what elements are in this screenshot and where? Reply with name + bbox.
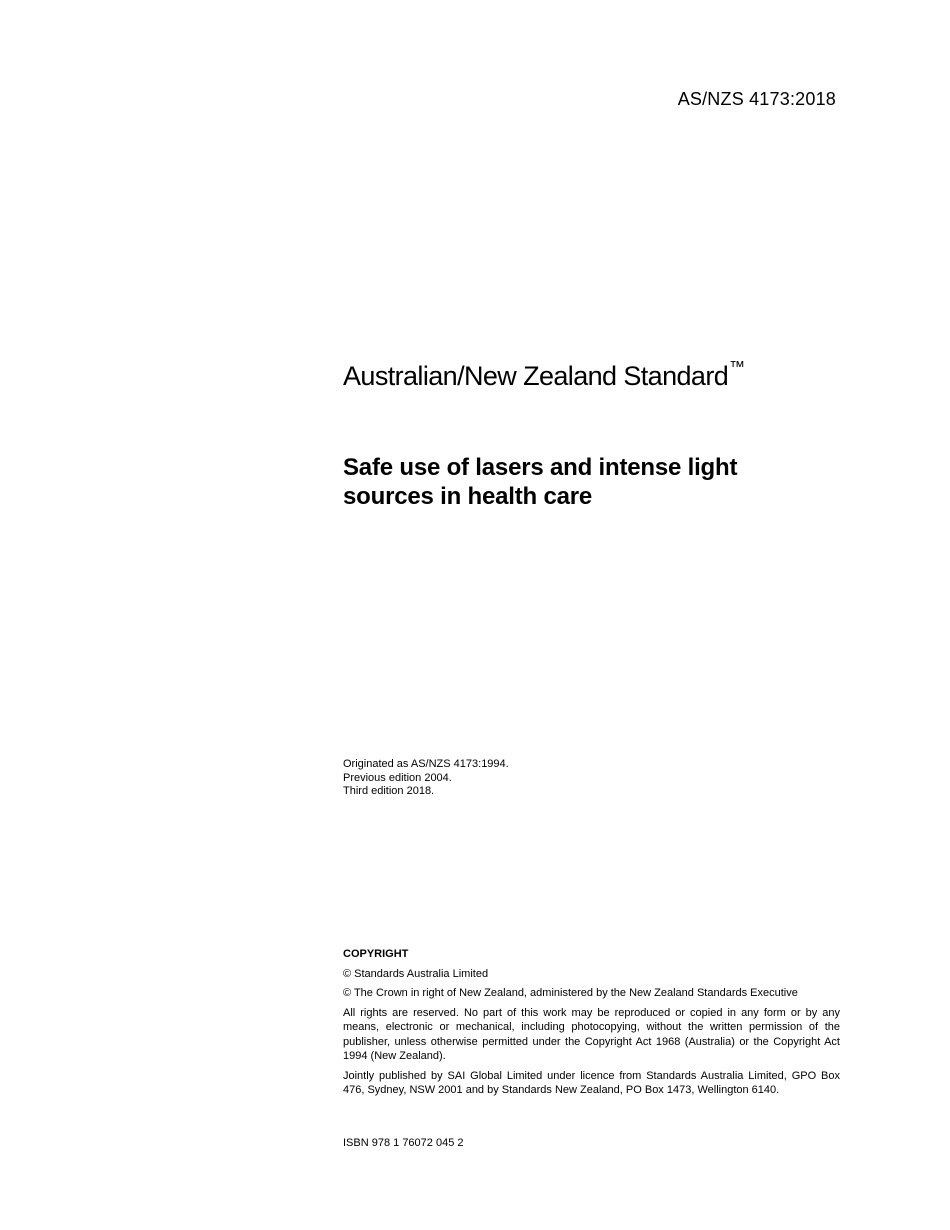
isbn: ISBN 978 1 76072 045 2	[343, 1137, 464, 1149]
standard-type-heading	[343, 361, 745, 392]
standard-type-label: Australian/New Zealand Standard	[343, 361, 729, 391]
history-originated: Originated as AS/NZS 4173:1994.	[343, 758, 509, 770]
copyright-holder-nz: © The Crown in right of New Zealand, administered by the New Zealand Standards Executive	[343, 987, 798, 999]
copyright-rights: All rights are reserved. No part of this work may be reproduced or copied in any form or by any means, electronic or mechanical, including photocopying, without the written permission of the publisher, unless otherwise permitted under the Copyright Act 1968 (Australia) or the Copyright Act 1994 (New Zealand).	[343, 1006, 840, 1062]
copyright-block	[343, 947, 840, 1103]
copyright-heading: COPYRIGHT	[343, 948, 409, 960]
history-current-edition: Third edition 2018.	[343, 785, 435, 797]
title-line-1: Safe use of lasers and intense light	[343, 454, 738, 481]
title-line-2: sources in health care	[343, 483, 593, 510]
copyright-holder-au: © Standards Australia Limited	[343, 967, 489, 980]
trademark-symbol: ™	[729, 359, 745, 376]
document-number: AS/NZS 4173:2018	[677, 89, 836, 109]
document-title	[343, 453, 823, 511]
history-previous-edition: Previous edition 2004.	[343, 771, 452, 784]
copyright-publisher: Jointly published by SAI Global Limited under licence from Standards Australia Limited, GPO Box 476, Sydney, NSW 2001 and by Standards New Zealand, PO Box 1473, Wellington 6140.	[343, 1069, 840, 1096]
edition-history	[343, 758, 509, 799]
